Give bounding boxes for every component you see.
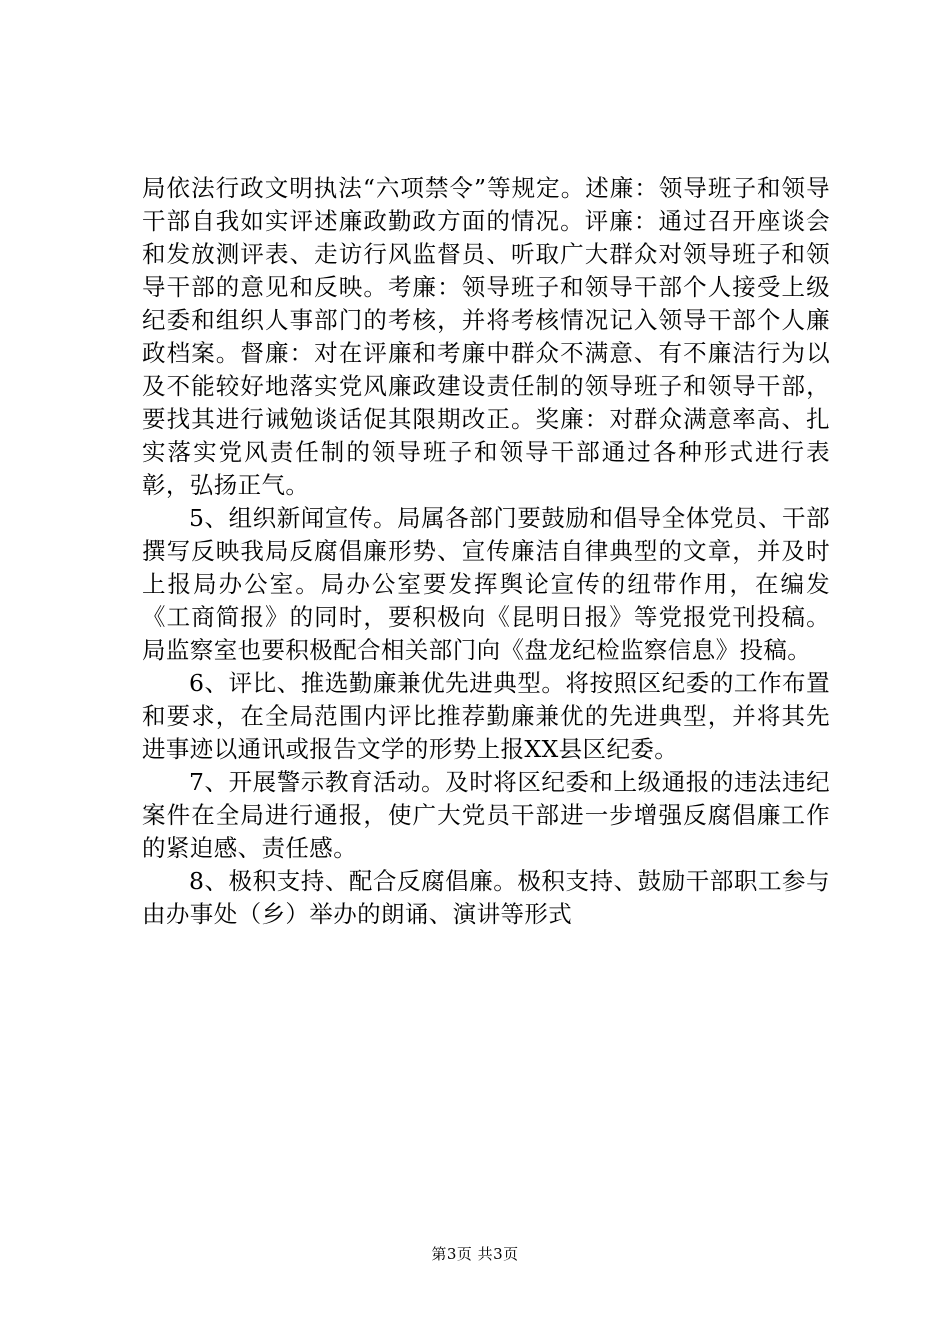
paragraph-item-7: 7、开展警示教育活动。及时将区纪委和上级通报的违法违纪案件在全局进行通报，使广大党员干部进一步增强反腐倡廉工作的紧迫感、责任感。: [142, 768, 830, 862]
page-footer: 第3页 共3页: [431, 1245, 519, 1263]
paragraph-item-8: 8、极积支持、配合反腐倡廉。极积支持、鼓励干部职工参与由办事处（乡）举办的朗诵、演讲等形式: [142, 867, 830, 928]
paragraph-item-5: 5、组织新闻宣传。局属各部门要鼓励和倡导全体党员、干部撰写反映我局反腐倡廉形势、宣传廉洁自律典型的文章，并及时上报局办公室。局办公室要发挥舆论宣传的纽带作用，在编发《工商简报》的同时，要积极向《昆明日报》等党报党刊投稿。局监察室也要积极配合相关部门向《盘龙纪检监察信息》投稿。: [142, 504, 830, 664]
document-body: [142, 172, 830, 931]
paragraph-continuation: 局依法行政文明执法“六项禁令”等规定。述廉：领导班子和领导干部自我如实评述廉政勤政方面的情况。评廉：通过召开座谈会和发放测评表、走访行风监督员、听取广大群众对领导班子和领导干部的意见和反映。考廉：领导班子和领导干部个人接受上级纪委和组织人事部门的考核，并将考核情况记入领导干部个人廉政档案。督廉：对在评廉和考廉中群众不满意、有不廉洁行为以及不能较好地落实党风廉政建设责任制的领导班子和领导干部，要找其进行诫勉谈话促其限期改正。奖廉：对群众满意率高、扎实落实党风责任制的领导班子和领导干部通过各种形式进行表彰，弘扬正气。: [142, 174, 830, 499]
paragraph-item-6: 6、评比、推选勤廉兼优先进典型。将按照区纪委的工作布置和要求，在全局范围内评比推荐勤廉兼优的先进典型，并将其先进事迹以通讯或报告文学的形势上报XX县区纪委。: [142, 669, 830, 763]
